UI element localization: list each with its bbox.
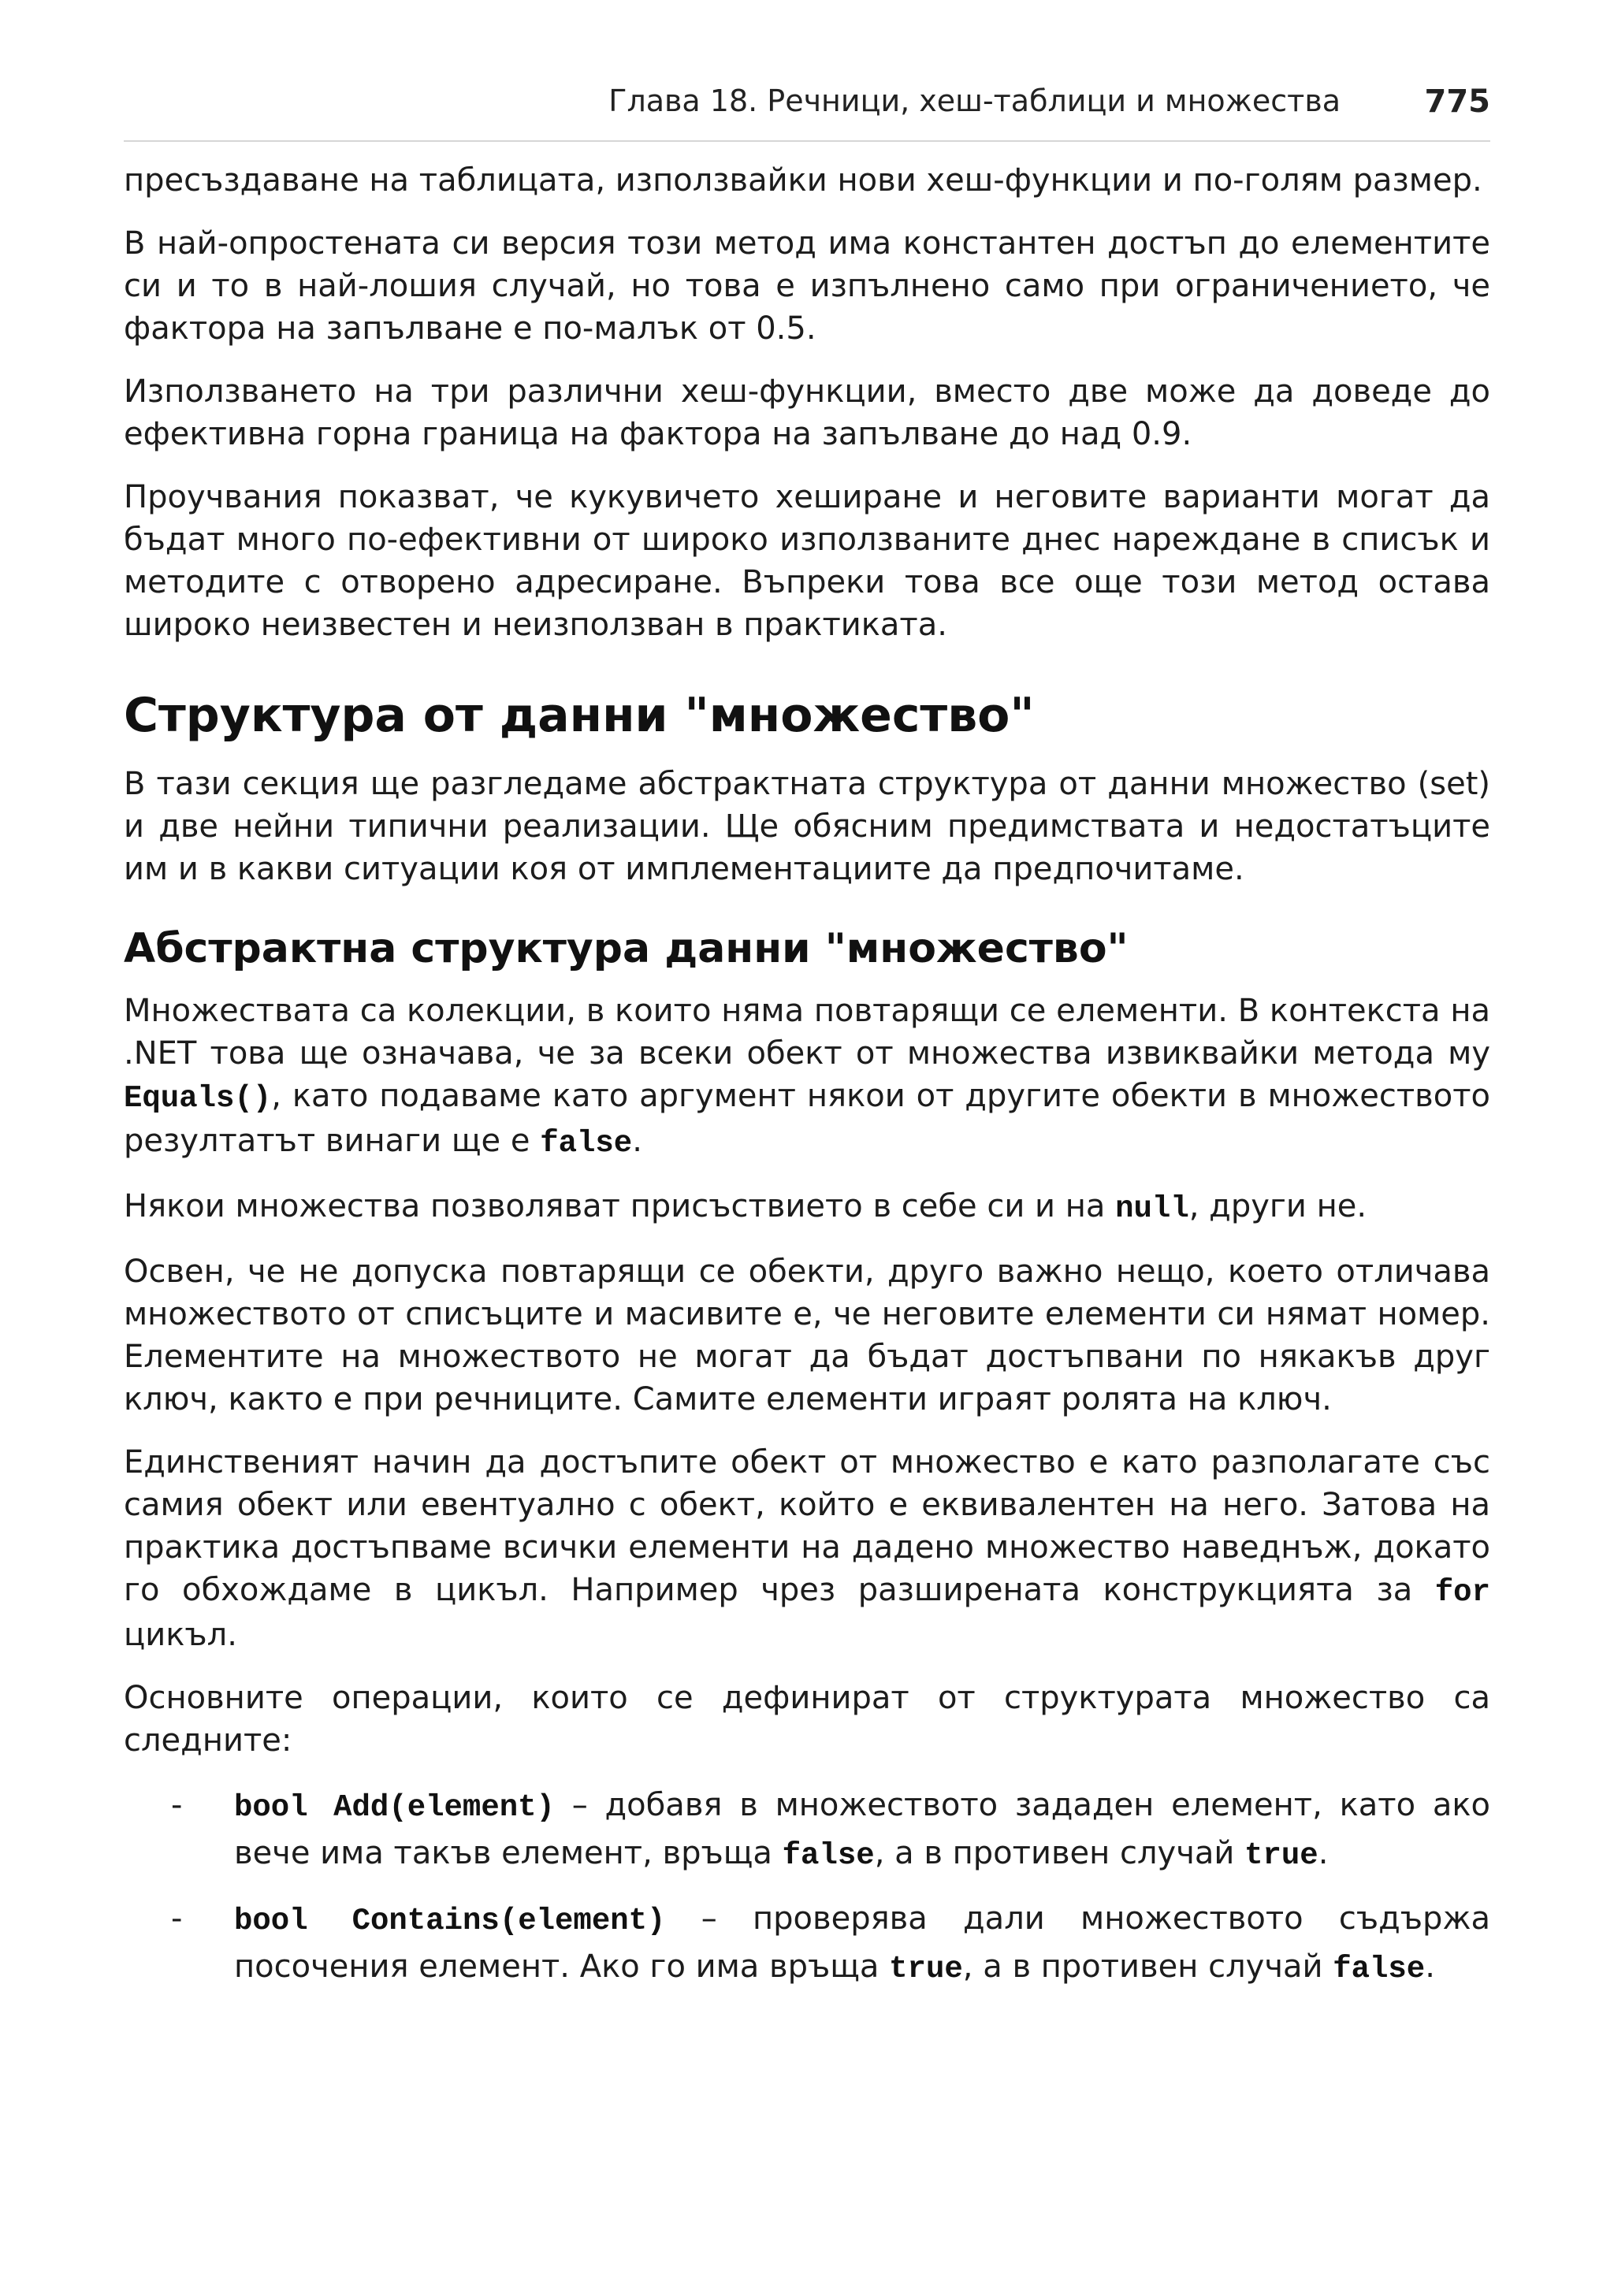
text-run: – проверява дали множеството съдържа посочения елемент. Ако го има връща bbox=[234, 1900, 1490, 1985]
list-dash: - bbox=[171, 1787, 183, 1823]
text-run: . bbox=[1425, 1949, 1435, 1985]
paragraph: пресъздаване на таблицата, използвайки нови хеш-функции и по-голям размер. bbox=[124, 162, 1482, 199]
inline-code: Equals() bbox=[124, 1081, 272, 1116]
list-dash: - bbox=[171, 1900, 183, 1937]
paragraph: Освен, че не допуска повтарящи се обекти, друго важно нещо, което отличава множеството от списъците и масивите е, че неговите елементи си нямат номер. Елементите на множеството не могат да бъдат достъпвани по някакъв друг ключ, както е при речниците. Самите елементи играят ролята на ключ. bbox=[124, 1254, 1490, 1417]
paragraph: Основните операции, които се дефинират от структурата множество са следните: bbox=[124, 1680, 1490, 1759]
text-run: , а в противен случай bbox=[962, 1949, 1333, 1985]
paragraph bbox=[124, 1185, 1490, 1230]
section-heading: Структура от данни "множество" bbox=[124, 688, 1035, 743]
method-signature: bool Add(element) bbox=[234, 1790, 555, 1825]
text-run: , като подаваме като аргумент някои от другите обекти в множеството резултатът винаги ще е bbox=[124, 1078, 1490, 1159]
text-run: цикъл. bbox=[124, 1617, 237, 1653]
paragraph bbox=[124, 990, 1490, 1165]
text-run: , други не. bbox=[1188, 1188, 1367, 1224]
page-number: 775 bbox=[1424, 84, 1490, 120]
text-run: Единственият начин да достъпите обект от множество е като разполагате със самия обект или евентуално с обект, който е еквивалентен на него. Затова на практика достъпваме всички елементи на дадено множество наведнъж, докато го обхождаме в цикъл. Например чрез разширената конструкцията за bbox=[124, 1444, 1490, 1608]
inline-code: false bbox=[540, 1126, 633, 1161]
inline-code: for bbox=[1434, 1575, 1490, 1610]
text-run: . bbox=[1318, 1835, 1329, 1871]
inline-code: true bbox=[889, 1952, 963, 1986]
operations-list bbox=[124, 1782, 1490, 1992]
inline-code: false bbox=[1333, 1952, 1426, 1986]
paragraph bbox=[124, 1441, 1490, 1656]
subsection-heading: Абстрактна структура данни "множество" bbox=[124, 925, 1129, 972]
paragraph: Използването на три различни хеш-функции, вместо две може да доведе до ефективна горна граница на фактора на запълване до над 0.9. bbox=[124, 373, 1490, 452]
inline-code: false bbox=[782, 1838, 875, 1873]
book-page bbox=[124, 79, 1490, 1992]
paragraph: Проучвания показват, че кукувичето хеширане и неговите варианти могат да бъдат много по-ефективни от широко използваните днес нареждане в списък и методите с отворено адресиране. Въпреки това все още този метод остава широко неизвестен и неизползван в практиката. bbox=[124, 479, 1490, 643]
paragraph: В най-опростената си версия този метод има константен достъп до елементите си и то в най-лошия случай, но това е изпълнено само при ограничението, че фактора на запълване е по-малък от 0.5. bbox=[124, 225, 1490, 347]
inline-code: true bbox=[1244, 1838, 1318, 1873]
paragraph: В тази секция ще разгледаме абстрактната структура от данни множество (set) и две нейни типични реализации. Ще обясним предимствата и недостатъците им и в какви ситуации коя от имплементациите да предпочитаме. bbox=[124, 766, 1490, 887]
chapter-title: Глава 18. Речници, хеш-таблици и множества bbox=[608, 84, 1341, 118]
text-run: , а в противен случай bbox=[874, 1835, 1245, 1871]
method-signature: bool Contains(element) bbox=[234, 1904, 666, 1938]
inline-code: null bbox=[1115, 1191, 1189, 1226]
text-run: – добавя в множеството зададен елемент, като ако вече има такъв елемент, връща bbox=[234, 1787, 1490, 1871]
page-header bbox=[124, 79, 1490, 142]
text-run: Множествата са колекции, в които няма повтарящи се елементи. В контекста на .NET това ще означава, че за всеки обект от множества извиквайки метода му bbox=[124, 993, 1490, 1072]
list-item bbox=[124, 1896, 1490, 1992]
list-item bbox=[124, 1782, 1490, 1878]
text-run: Някои множества позволяват присъствието в себе си и на bbox=[124, 1188, 1116, 1224]
text-run: . bbox=[632, 1123, 642, 1159]
